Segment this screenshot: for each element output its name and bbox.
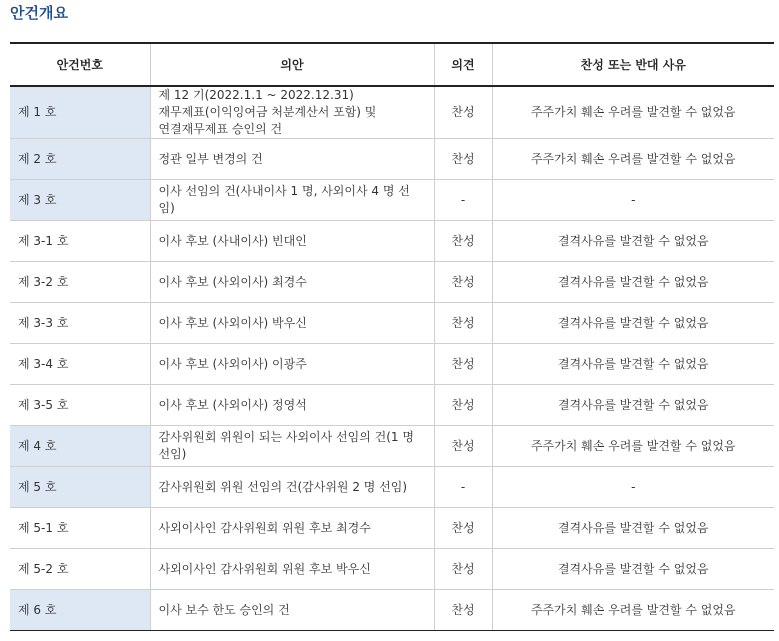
header-agenda: 의안: [150, 43, 434, 86]
agenda-number-cell: 제 2 호: [10, 139, 150, 180]
agenda-title-line: 사외이사인 감사위원회 위원 후보 최경수: [158, 520, 371, 535]
reason-cell: 주주가치 훼손 우려를 발견할 수 없었음: [492, 426, 774, 467]
agenda-title-cell: [150, 262, 434, 303]
agenda-table: [10, 42, 774, 631]
agenda-number-cell: 제 3 호: [10, 180, 150, 221]
opinion-cell: 찬성: [434, 139, 492, 180]
agenda-title-cell: [150, 508, 434, 549]
reason-cell: 결격사유를 발견할 수 없었음: [492, 303, 774, 344]
agenda-number-cell: 제 3-1 호: [10, 221, 150, 262]
opinion-cell: 찬성: [434, 590, 492, 631]
agenda-title-cell: [150, 139, 434, 180]
agenda-number-cell: 제 5-2 호: [10, 549, 150, 590]
agenda-title-line: 정관 일부 변경의 건: [158, 151, 263, 166]
reason-cell: 주주가치 훼손 우려를 발견할 수 없었음: [492, 590, 774, 631]
agenda-number-cell: 제 3-5 호: [10, 385, 150, 426]
opinion-cell: 찬성: [434, 221, 492, 262]
header-opinion: 의견: [434, 43, 492, 86]
reason-cell: 주주가치 훼손 우려를 발견할 수 없었음: [492, 86, 774, 139]
agenda-title-line: 이사 후보 (사외이사) 이광주: [158, 356, 307, 371]
agenda-number-cell: 제 1 호: [10, 86, 150, 139]
opinion-cell: 찬성: [434, 549, 492, 590]
agenda-title-line: 감사위원회 위원 선임의 건(감사위원 2 명 선임): [158, 479, 408, 494]
table-row: [10, 426, 774, 467]
reason-cell: 결격사유를 발견할 수 없었음: [492, 221, 774, 262]
agenda-title-line: 이사 후보 (사내이사) 빈대인: [158, 233, 307, 248]
agenda-title-line: 연결재무제표 승인의 건: [158, 122, 283, 136]
opinion-cell: 찬성: [434, 303, 492, 344]
agenda-title-line: 이사 보수 한도 승인의 건: [158, 602, 290, 617]
table-row: [10, 303, 774, 344]
agenda-title-line: 이사 후보 (사외이사) 정영석: [158, 397, 307, 412]
agenda-number-cell: 제 3-2 호: [10, 262, 150, 303]
reason-cell: 주주가치 훼손 우려를 발견할 수 없었음: [492, 139, 774, 180]
agenda-number-cell: 제 5 호: [10, 467, 150, 508]
agenda-title-line: 제 12 기(2022.1.1 ~ 2022.12.31): [158, 88, 354, 102]
agenda-title-line: 이사 후보 (사외이사) 최경수: [158, 274, 307, 289]
header-agenda-no: 안건번호: [10, 43, 150, 86]
agenda-title-cell: [150, 549, 434, 590]
agenda-title-cell: [150, 180, 434, 221]
agenda-number-cell: 제 3-4 호: [10, 344, 150, 385]
opinion-cell: 찬성: [434, 86, 492, 139]
table-row: [10, 221, 774, 262]
table-row: [10, 467, 774, 508]
agenda-number-cell: 제 5-1 호: [10, 508, 150, 549]
reason-cell: 결격사유를 발견할 수 없었음: [492, 549, 774, 590]
table-row: [10, 549, 774, 590]
agenda-title-cell: [150, 344, 434, 385]
agenda-title-line: 선임): [158, 447, 187, 461]
opinion-cell: 찬성: [434, 426, 492, 467]
opinion-cell: 찬성: [434, 262, 492, 303]
agenda-title-cell: [150, 590, 434, 631]
reason-cell: -: [492, 180, 774, 221]
table-row: [10, 344, 774, 385]
agenda-title-cell: [150, 467, 434, 508]
section-title: 안건개요: [10, 4, 68, 22]
agenda-title-line: 재무제표(이익잉여금 처분계산서 포함) 및: [158, 105, 377, 119]
table-row: [10, 262, 774, 303]
header-reason: 찬성 또는 반대 사유: [492, 43, 774, 86]
reason-cell: -: [492, 467, 774, 508]
agenda-number-cell: 제 4 호: [10, 426, 150, 467]
agenda-title-cell: [150, 86, 434, 139]
opinion-cell: 찬성: [434, 385, 492, 426]
agenda-title-cell: [150, 303, 434, 344]
table-row: [10, 139, 774, 180]
reason-cell: 결격사유를 발견할 수 없었음: [492, 344, 774, 385]
reason-cell: 결격사유를 발견할 수 없었음: [492, 508, 774, 549]
table-row: [10, 590, 774, 631]
table-row: [10, 508, 774, 549]
opinion-cell: -: [434, 467, 492, 508]
agenda-title-cell: [150, 385, 434, 426]
agenda-title-line: 이사 선임의 건(사내이사 1 명, 사외이사 4 명 선임): [158, 184, 410, 215]
reason-cell: 결격사유를 발견할 수 없었음: [492, 262, 774, 303]
table-row: [10, 385, 774, 426]
table-row: [10, 180, 774, 221]
agenda-title-cell: [150, 221, 434, 262]
agenda-title-line: 사외이사인 감사위원회 위원 후보 박우신: [158, 561, 371, 576]
opinion-cell: 찬성: [434, 344, 492, 385]
opinion-cell: -: [434, 180, 492, 221]
table-row: [10, 86, 774, 139]
reason-cell: 결격사유를 발견할 수 없었음: [492, 385, 774, 426]
agenda-title-line: 이사 후보 (사외이사) 박우신: [158, 315, 307, 330]
table-body: [10, 86, 774, 631]
opinion-cell: 찬성: [434, 508, 492, 549]
agenda-number-cell: 제 3-3 호: [10, 303, 150, 344]
agenda-number-cell: 제 6 호: [10, 590, 150, 631]
agenda-title-line: 감사위원회 위원이 되는 사외이사 선임의 건(1 명: [158, 430, 414, 444]
table-header-row: [10, 43, 774, 86]
agenda-title-cell: [150, 426, 434, 467]
